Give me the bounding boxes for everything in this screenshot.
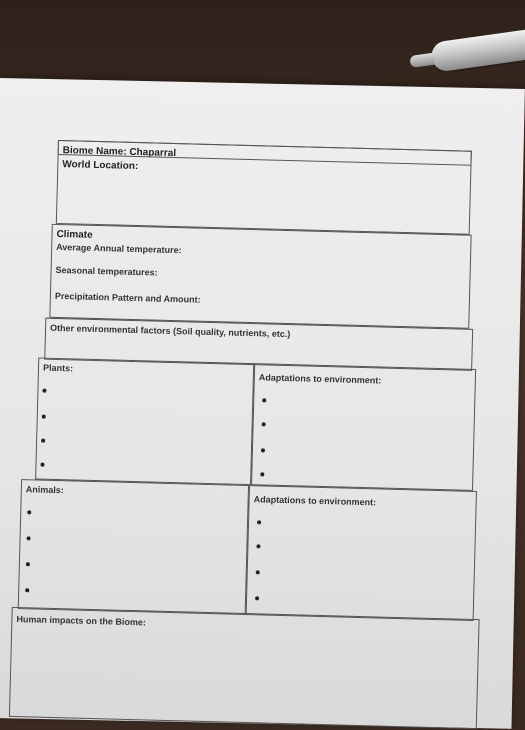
animals-adapt-bullet-4	[255, 596, 259, 600]
human-impacts-box	[9, 607, 480, 729]
animals-adapt-bullet-1	[257, 520, 261, 524]
plants-adapt-bullet-3	[261, 448, 265, 452]
animals-box	[18, 479, 249, 615]
animals-bullet-2	[27, 536, 31, 540]
other-factors-label: Other environmental factors (Soil quality, nutrients, etc.)	[49, 322, 291, 340]
animals-bullet-4	[25, 588, 29, 592]
plants-bullet-1	[42, 389, 46, 393]
plants-adaptations-box	[251, 363, 476, 491]
animals-adapt-bullet-3	[256, 570, 260, 574]
plants-adapt-bullet-1	[262, 398, 266, 402]
world-location-label: World Location:	[62, 159, 139, 173]
climate-box	[49, 224, 471, 329]
animals-bullet-3	[26, 562, 30, 566]
plants-box	[35, 358, 254, 486]
plants-bullet-4	[40, 463, 44, 467]
plants-bullet-2	[42, 415, 46, 419]
animals-adapt-bullet-2	[256, 544, 260, 548]
animals-adaptations-box	[246, 485, 477, 621]
plants-bullet-3	[41, 439, 45, 443]
plants-adapt-bullet-2	[262, 422, 266, 426]
precipitation-label: Precipitation Pattern and Amount:	[54, 290, 201, 305]
climate-heading: Climate	[56, 228, 93, 241]
animals-adaptations-label: Adaptations to environment:	[253, 494, 377, 508]
biome-name-label: Biome Name: Chaparral	[62, 145, 177, 160]
plants-adaptations-label: Adaptations to environment:	[258, 372, 382, 386]
average-temp-label: Average Annual temperature:	[56, 241, 182, 256]
seasonal-temp-label: Seasonal temperatures:	[55, 264, 158, 278]
plants-adapt-bullet-4	[260, 472, 264, 476]
animals-bullet-1	[27, 510, 31, 514]
human-impacts-label: Human impacts on the Biome:	[16, 614, 147, 628]
animals-label: Animals:	[25, 484, 64, 496]
plants-label: Plants:	[42, 362, 74, 374]
